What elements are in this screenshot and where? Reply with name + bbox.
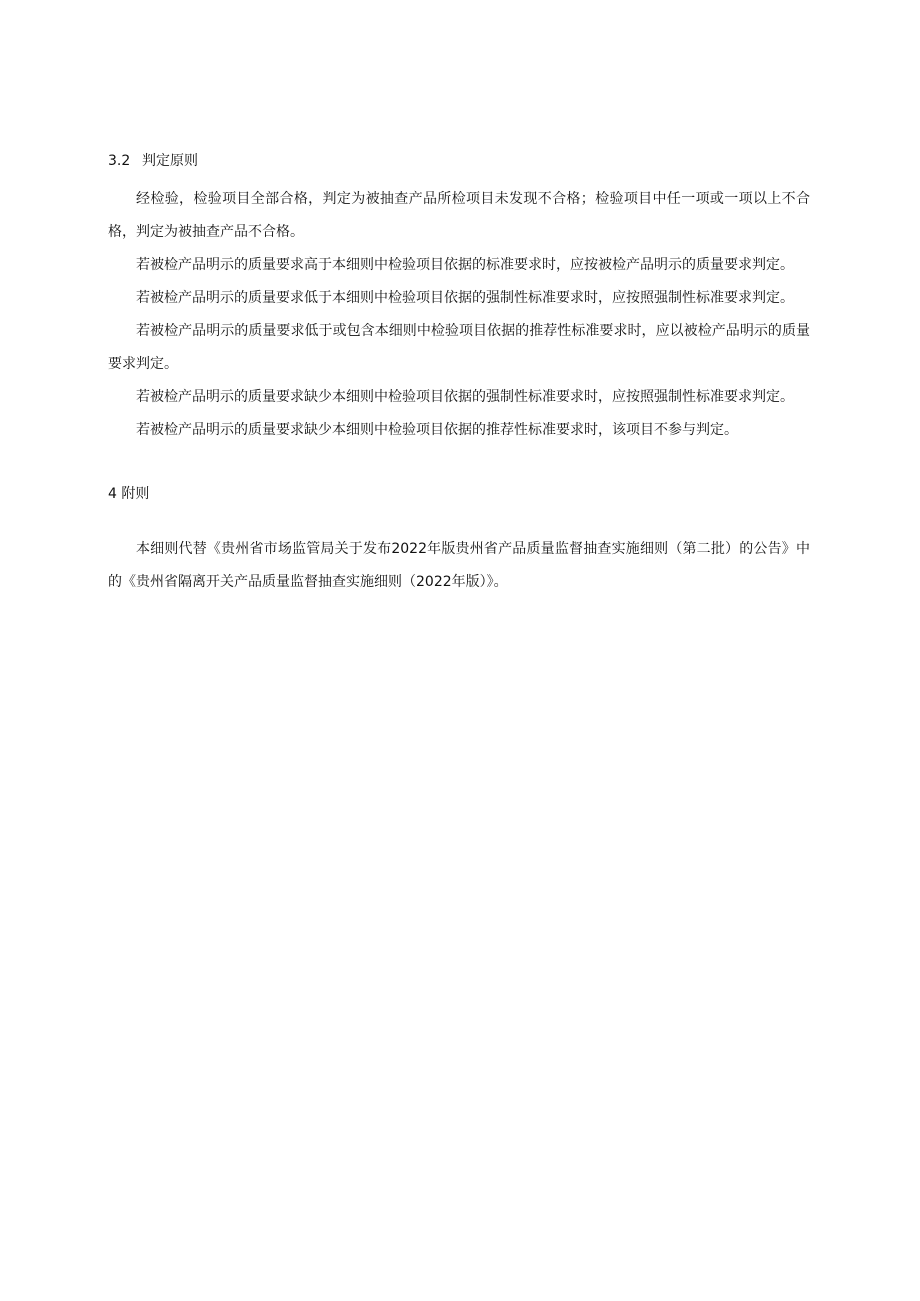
section-4-heading: 4 附则 <box>108 486 150 502</box>
section-3-2-paragraph-6: 若被检产品明示的质量要求缺少本细则中检验项目依据的推荐性标准要求时，该项目不参与判定。 <box>136 422 738 438</box>
section-3-2-heading <box>108 150 810 172</box>
section-3-2-paragraph-5: 若被检产品明示的质量要求缺少本细则中检验项目依据的强制性标准要求时，应按照强制性标准要求判定。 <box>136 389 794 405</box>
document-content <box>108 150 810 599</box>
section-3-2-paragraph-4: 若被检产品明示的质量要求低于或包含本细则中检验项目依据的推荐性标准要求时，应以被检产品明示的质量要求判定。 <box>108 323 810 372</box>
section-spacer <box>108 447 810 483</box>
section-3-2-title: 判定原则 <box>142 153 198 169</box>
section-3-2-paragraph-1: 经检验，检验项目全部合格，判定为被抽查产品所检项目未发现不合格；检验项目中任一项或一项以上不合格，判定为被抽查产品不合格。 <box>108 191 810 240</box>
section-3-2-paragraph-2: 若被检产品明示的质量要求高于本细则中检验项目依据的标准要求时，应按被检产品明示的质量要求判定。 <box>136 257 794 273</box>
section-3-2-number: 3.2 <box>108 153 131 169</box>
section-4-paragraph-1: 本细则代替《贵州省市场监管局关于发布2022年版贵州省产品质量监督抽查实施细则（第二批）的公告》中的《贵州省隔离开关产品质量监督抽查实施细则（2022年版）》。 <box>108 541 810 590</box>
section-3-2-paragraph-3: 若被检产品明示的质量要求低于本细则中检验项目依据的强制性标准要求时，应按照强制性标准要求判定。 <box>136 290 794 306</box>
